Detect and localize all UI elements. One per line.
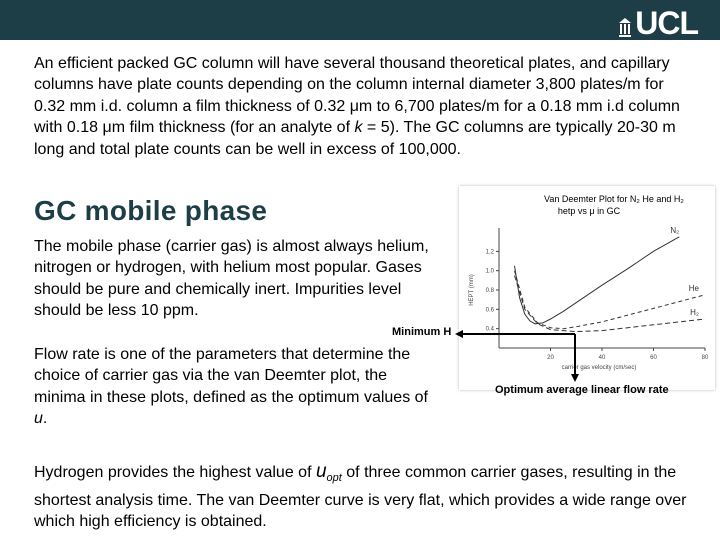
- x-tick-label: 60: [650, 355, 657, 361]
- series-line-1: [515, 237, 680, 324]
- mobile-phase-paragraph: The mobile phase (carrier gas) is almost always helium, nitrogen or hydrogen, with helium most popular. Gases should be pure and chemically inert. Impurities level should be less 10 ppm.: [34, 238, 429, 320]
- italic-symbol: k: [354, 119, 363, 137]
- chart-svg: [459, 186, 715, 390]
- opt-subscript: opt: [326, 472, 342, 485]
- y-tick-label: 0.4: [485, 326, 494, 333]
- flow-rate-paragraph: Flow rate is one of the parameters that determine the choice of carrier gas via the van Deemter plot, the minima in these plots, defined as the optimum values of u.: [34, 346, 428, 428]
- series-label-3: H₂: [690, 308, 699, 317]
- logo-text: UCL: [635, 5, 698, 41]
- hydrogen-paragraph: Hydrogen provides the highest value of $u_{opt}$ of three common carrier gases, resulting in the shortest analysis time. The van Deemter curve is very flat, which provides a wide range over which high efficiency is obtained.: [34, 461, 687, 530]
- y-tick-label: 1.0: [485, 268, 494, 275]
- ucl-logo: [619, 5, 698, 41]
- minimum-h-label: Minimum H: [392, 326, 452, 338]
- series-label-1: N₂: [670, 225, 680, 235]
- italic-symbol: u: [34, 410, 43, 428]
- u-symbol: u: [315, 461, 327, 482]
- series-line-2: [515, 271, 706, 329]
- van-deemter-chart: [459, 186, 715, 390]
- chart-subtitle: hetp vs μ in GC: [557, 206, 621, 216]
- y-tick-label: 0.8: [485, 288, 494, 294]
- x-tick-label: 80: [701, 355, 709, 361]
- x-axis-label: carrier gas velocity (cm/sec): [561, 365, 637, 371]
- section-heading: GC mobile phase: [34, 195, 268, 226]
- series-label-2: He: [688, 283, 699, 293]
- x-tick-label: 40: [598, 355, 606, 361]
- y-axis-label: HEPT (mm): [469, 274, 475, 306]
- portico-icon: [619, 16, 631, 38]
- chart-title: Van Deemter Plot for N₂ He and H₂: [544, 194, 684, 204]
- y-tick-label: 1.2: [485, 249, 494, 256]
- x-tick-label: 20: [547, 355, 554, 361]
- optimum-rate-label: Optimum average linear flow rate: [495, 384, 669, 396]
- intro-paragraph: An efficient packed GC column will have several thousand theoretical plates, and capillary columns have plate counts depending on the column internal diameter 3,800 plates/m for 0.32 mm i.d. column a film thickness of 0.32 μm to 6,700 plates/m for a 0.18 mm i.d column with 0.18 μm film thickness (for an analyte of k = 5). The GC columns are typically 20-30 m long and total plate counts can be well in excess of 100,000.: [34, 55, 680, 158]
- header-bar: [0, 0, 720, 40]
- y-tick-label: 0.6: [485, 307, 494, 314]
